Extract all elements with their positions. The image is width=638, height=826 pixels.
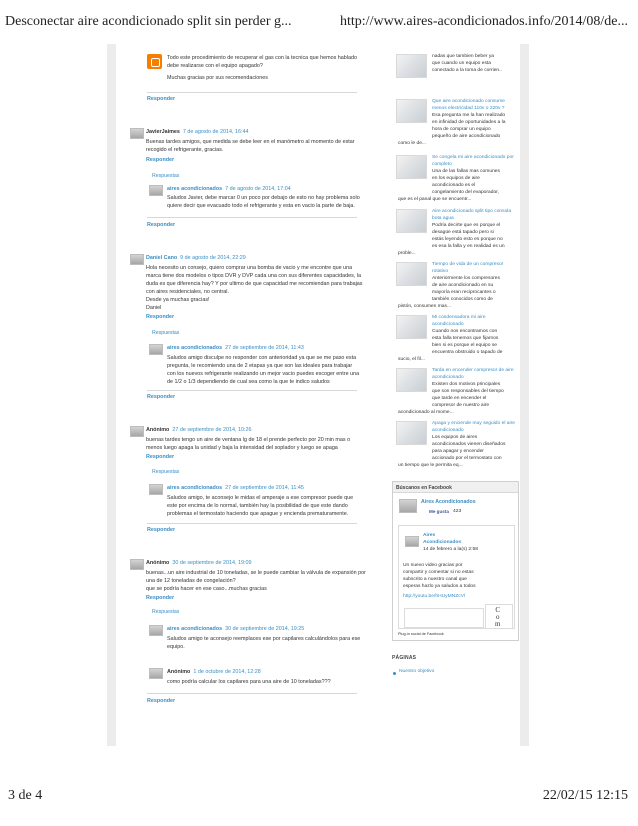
avatar — [149, 668, 163, 679]
avatar — [130, 559, 144, 570]
comment-2-line-1: Hola necesito un consejo, quiero comprar una bomba de vacio y me encontre que una — [146, 265, 353, 271]
comment-date[interactable]: 27 de septiembre de 2014, 11:45 — [225, 485, 304, 491]
vertical-char: o — [495, 613, 500, 621]
bullet-icon — [393, 672, 396, 675]
top-reply-line-3: Muchas gracias por sus recomendaciones — [167, 75, 268, 81]
comment-2-line-2: marca tiene dos modelos o tipos DVR y DVP cada una con sus diferentes capacidades, la — [146, 273, 362, 279]
post-line-1: Un nuevo video gracias por — [403, 563, 463, 568]
avatar — [149, 484, 163, 495]
comment-author[interactable]: aires acondicionados — [167, 485, 223, 491]
post-7-line-1: Los equipos de aires — [432, 435, 478, 440]
facebook-post — [398, 525, 515, 629]
pdf-header-url: http://www.aires-acondicionados.info/2014/08/de... — [340, 14, 628, 29]
reply-link[interactable]: Responder — [146, 595, 175, 601]
post-6-line-4: compresor de nuestro aire — [432, 403, 490, 408]
pdf-footer-page: 3 de 4 — [8, 788, 43, 803]
reply-link[interactable]: Responder — [147, 96, 176, 102]
post-3-title[interactable]: Aire acondicionado split tipo consola bota agua — [432, 209, 512, 221]
comment-date[interactable]: 1 de octubre de 2014, 12:28 — [193, 669, 261, 675]
comment-date[interactable]: 7 de agosto de 2014, 16:44 — [182, 129, 249, 135]
divider — [147, 92, 357, 93]
post-5-line-3: bien si es porque el equipo se — [432, 343, 497, 348]
comment-4-header — [146, 559, 251, 567]
comment-date[interactable]: 30 de septiembre de 2014, 19:09 — [172, 560, 252, 566]
post-1-title[interactable]: Que aire acondicionado consume menos electricidad 110v o 220v ? — [432, 99, 505, 111]
post-1-line-5: como le de... — [398, 141, 426, 146]
post-1-line-4: pequeño de aire acondicionado — [432, 134, 501, 139]
top-reply-line-1: Todo este procedimiento de recuperar el gas con la tecnica que hemos hablado — [167, 55, 357, 61]
blog-page — [116, 44, 520, 746]
comment-author: Anónimo — [167, 669, 191, 675]
subcomment-line-1: Saludos amigo, te aconsejo le midas el amperaje a ese compresor puede que — [167, 495, 354, 501]
post-thumbnail[interactable] — [396, 421, 427, 445]
subcomment-header — [167, 484, 304, 492]
page-avatar[interactable] — [399, 499, 417, 513]
avatar — [130, 426, 144, 437]
comment-4-line-2: una de 12 toneladas de congelación? — [146, 578, 236, 584]
subcomment-2-line-1: como podría calcular los capilares para una aire de 10 toneladas??? — [167, 679, 331, 685]
post-line-2: compartir y comentar si no estas — [403, 570, 474, 575]
avatar — [149, 185, 163, 196]
post-2-title[interactable]: Se congela mi aire acondicionado por completo — [432, 155, 514, 167]
paginas-heading: PÁGINAS — [392, 655, 417, 661]
post-7-line-3: para apagar y encender — [432, 449, 484, 454]
comment-date[interactable]: 27 de septiembre de 2014, 11:43 — [225, 345, 304, 351]
post-5-line-4: encuentra obstruido o tapado de — [432, 350, 503, 355]
subcomment-header — [167, 344, 304, 352]
plugin-label[interactable]: Plug-in social de Facebook — [398, 632, 444, 636]
post-6-line-1: Existen dos motivos principales — [432, 382, 501, 387]
post-2-line-1: Una de las fallas mas comunes — [432, 169, 500, 174]
subcomment-line-2: quiere decir que evacuado todo el refrigerante y esta en vacio la parte de baja. — [167, 203, 355, 209]
subcomment-line-1: Saludos Javier, debe marcar 0 un poco por debajo de esto no hay problema solo — [167, 195, 360, 201]
comment-date[interactable]: 27 de septiembre de 2014, 10:26 — [172, 427, 252, 433]
divider — [147, 693, 357, 694]
subcomment-2-header — [167, 668, 261, 676]
post-thumbnail[interactable] — [396, 209, 427, 233]
post-2-line-3: acondicionado es el — [432, 183, 476, 188]
post-1-line-3: hora de comprar un equipo — [432, 127, 491, 132]
pdf-header-title: Desconectar aire acondicionado split sin perder g... — [5, 14, 292, 29]
post-0-line-3: conectado a la toma de corrien.. — [432, 68, 502, 73]
comment-author[interactable]: JavierJaimes — [146, 129, 180, 135]
post-7-line-2: acondicionados vienen diseñados — [432, 442, 506, 447]
reply-link[interactable]: Responder — [147, 527, 176, 533]
post-1-line-2: en infinidad de oportunidades a la — [432, 120, 506, 125]
reply-link[interactable]: Responder — [146, 157, 175, 163]
comment-2-line-4: con aires residenciales, no central. — [146, 289, 229, 295]
post-4-line-1: Anteriormente los compresores — [432, 276, 500, 281]
top-reply-line-2: debe realizarse con el equipo apagado? — [167, 63, 263, 69]
avatar — [130, 254, 144, 265]
post-6-line-3: que tarde en encender el — [432, 396, 487, 401]
post-line-3: subscrito a nuestro canal que — [403, 577, 467, 582]
comment-1-header — [146, 128, 249, 136]
comment-2-header — [146, 254, 246, 262]
post-4-line-3: mayoría eran reciprocantes o — [432, 290, 496, 295]
post-4-line-5: pistón, consumen mas... — [398, 304, 452, 309]
subcomment-line-3: con los nuevos refrigerante realizando un mejor vacio puedes escoger entre una — [167, 371, 360, 377]
comment-date[interactable]: 30 de septiembre de 2014, 19:25 — [225, 626, 305, 632]
subcomment-line-4: de 1/2 o 1/3 dependiendo de cual sea como la que te indico saludos — [167, 379, 330, 385]
subcomment-header — [167, 625, 304, 633]
comment-1-line-2: recogido el refrigerante, gracias. — [146, 147, 224, 153]
post-0-line-2: que cuando un equipo esta — [432, 61, 492, 66]
post-link[interactable]: http://youtu.be/hHUyMNZcVl — [403, 594, 465, 599]
reply-link[interactable]: Responder — [147, 698, 176, 704]
post-7-line-4: accionado por el termostato con — [432, 456, 502, 461]
comment-author[interactable]: Daniel Cano — [146, 255, 178, 261]
subcomment-line-1: Saludos amigo te aconsejo reemplaces ese por capilares calculándolos para ese — [167, 636, 361, 642]
reply-link[interactable]: Responder — [146, 454, 175, 460]
respuestas-link[interactable]: Respuestas — [152, 173, 180, 179]
respuestas-link[interactable]: Respuestas — [152, 609, 180, 615]
like-count: 423 — [453, 509, 462, 514]
comment-author[interactable]: aires acondicionados — [167, 345, 223, 351]
post-4-line-4: también conocidos como de — [432, 297, 493, 302]
subcomment-line-2: equipo. — [167, 644, 185, 650]
reply-link[interactable]: Responder — [147, 222, 176, 228]
reply-link[interactable]: Responder — [146, 314, 175, 320]
comment-1-line-1: Buenas tardes amigos, que medida se debe leer en el manómetro al momento de estar — [146, 139, 355, 145]
avatar — [149, 625, 163, 636]
avatar — [149, 344, 163, 355]
post-thumbnail[interactable] — [396, 315, 427, 339]
post-4-title[interactable]: Tiempo de vida de un compresor rotativo — [432, 262, 504, 274]
post-5-title[interactable]: Mi condensadora mi aire acondicionado — [432, 315, 486, 327]
post-thumbnail[interactable] — [396, 262, 427, 286]
divider — [147, 390, 357, 391]
like-button[interactable]: Me gusta — [429, 509, 449, 514]
post-author-avatar — [405, 536, 419, 547]
respuestas-link[interactable]: Respuestas — [152, 330, 180, 336]
reply-link[interactable]: Responder — [147, 394, 176, 400]
post-thumbnail[interactable] — [396, 368, 427, 392]
avatar — [130, 128, 144, 139]
post-3-line-2: desagüe está tapado pero si — [432, 230, 494, 235]
vertical-text-box — [485, 604, 513, 629]
comment-2-line-3: duda es que diferencia hay? Y por ultimo de que capacidad me recomiendan para trabajas — [146, 281, 363, 287]
post-3-line-5: proble... — [398, 251, 416, 256]
vertical-char: C — [495, 606, 501, 614]
comment-4-line-3: que se podría hacer en ese caso...muchas gracias — [146, 586, 267, 592]
subcomment-line-2: pregunta, le recomiendo una de 2 etapas ya que son las ideales para trabajar — [167, 363, 353, 369]
facebook-page-name[interactable]: Aires Acondicionados — [421, 499, 476, 505]
post-7-title[interactable]: Apaga y enciende muy seguido el aire acondicionado — [432, 421, 515, 433]
comment-author: Anónimo — [146, 427, 170, 433]
post-5-line-1: Cuando nos encontramos con — [432, 329, 498, 334]
embedded-video-frame[interactable] — [404, 608, 484, 628]
comment-4-line-1: buenas...un aire industrial de 10 toneladas, se le puede cambiar la válvula de expansión por — [146, 570, 366, 576]
post-0-line-1: nadas que tambien beber ya — [432, 54, 494, 59]
pdf-footer-datetime: 22/02/15 12:15 — [542, 788, 628, 803]
comment-date[interactable]: 7 de agosto de 2014, 17:04 — [225, 186, 291, 192]
post-2-line-5: que es el panal que se encuentr... — [398, 197, 472, 202]
post-6-title[interactable]: Tarda en encender compresor de aire acondicionado — [432, 368, 514, 380]
post-2-line-2: en los equipos de aire — [432, 176, 480, 181]
comment-date[interactable]: 9 de agosto de 2014, 22:29 — [180, 255, 246, 261]
subcomment-header — [167, 185, 291, 193]
post-4-line-2: de aire acondicionado en su — [432, 283, 494, 288]
post-thumbnail[interactable] — [396, 54, 427, 78]
subcomment-line-3: problemas el termostato haciendo que apague y encienda prematuramente. — [167, 511, 349, 517]
post-1-line-1: Esa pregunta me la han realizado — [432, 113, 506, 118]
post-6-line-2: que son responsables del tiempo — [432, 389, 504, 394]
post-5-line-2: esta falla tenemos que fijarnos — [432, 336, 499, 341]
post-date: 14 de febrero a la(s) 2:58 — [423, 547, 478, 552]
post-line-4: esperas hazlo ya saludos a todos — [403, 584, 476, 589]
facebook-widget-heading: Búscanos en Facebook — [393, 482, 518, 493]
comment-3-header — [146, 426, 251, 434]
subcomment-line-1: Saludos amigo disculpe no responder con anterioridad ya que se me paso esta — [167, 355, 357, 361]
subcomment-line-2: este por encima de lo normal, también hay la posibilidad de que este dando — [167, 503, 348, 509]
post-3-line-1: Podría decirte que es porque el — [432, 223, 501, 228]
post-5-line-5: sucio, el fil... — [398, 357, 425, 362]
divider — [147, 217, 357, 218]
comment-author[interactable]: aires acondicionados — [167, 186, 223, 192]
comment-3-line-1: buenas tardes tengo un aire de ventana lg de 18 el prende perfecto por 20 min mas o — [146, 437, 351, 443]
post-6-line-5: acondicionado al mome... — [398, 410, 454, 415]
post-3-line-3: estás leyendo esto es porque no — [432, 237, 503, 242]
post-2-line-4: congelamiento del evaporador, — [432, 190, 499, 195]
vertical-char: m — [495, 620, 501, 628]
comment-author: Anónimo — [146, 560, 170, 566]
comment-author[interactable]: aires acondicionados — [167, 626, 223, 632]
post-thumbnail[interactable] — [396, 155, 427, 179]
post-thumbnail[interactable] — [396, 99, 427, 123]
respuestas-link[interactable]: Respuestas — [152, 469, 180, 475]
comment-3-line-2: menos luego apaga la unidad y baja la intensidad del soplador y luego se apaga — [146, 445, 338, 451]
post-author-name[interactable]: Aires Acondicionados — [423, 533, 462, 545]
comment-2-line-6: Daniel — [146, 305, 162, 311]
blogger-avatar-icon — [147, 54, 162, 69]
post-7-line-5: un tiempo que le permita eq... — [398, 463, 463, 468]
paginas-item[interactable]: Nuestro objetivo — [399, 669, 435, 674]
facebook-widget — [392, 481, 519, 641]
comment-2-line-5: Desde ya muchas gracias! — [146, 297, 210, 303]
post-3-line-4: es esa la falla y en realidad es un — [432, 244, 505, 249]
divider — [147, 523, 357, 524]
